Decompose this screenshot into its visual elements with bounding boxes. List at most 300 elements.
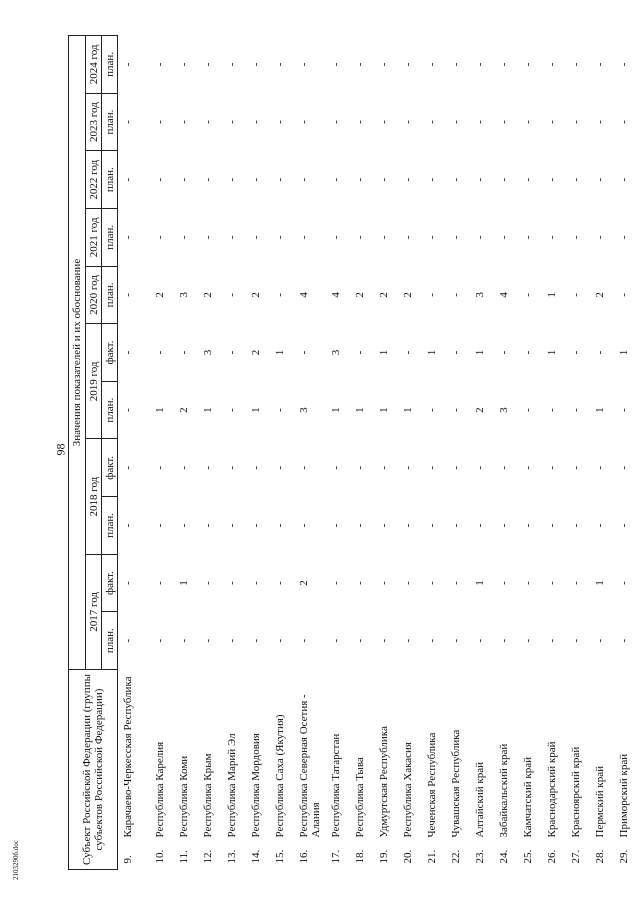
value-cell: 3 xyxy=(330,349,342,356)
value-cell: - xyxy=(250,235,262,240)
value-cell: - xyxy=(522,350,534,355)
value-cell: - xyxy=(202,235,214,240)
value-cell: - xyxy=(474,465,486,470)
year-header: 2023 год xyxy=(86,93,102,151)
year-header: 2020 год xyxy=(86,266,102,324)
plan-header: план. xyxy=(102,36,118,94)
value-cell: - xyxy=(618,638,630,643)
fact-header: факт. xyxy=(102,554,118,612)
value-cell: - xyxy=(570,465,582,470)
value-cell: - xyxy=(298,120,310,124)
subject-name: Алтайский край xyxy=(474,761,486,838)
value-cell: - xyxy=(154,581,166,585)
year-header: 2022 год xyxy=(86,151,102,209)
value-cell: - xyxy=(202,177,214,182)
value-cell: - xyxy=(250,523,262,528)
value-cell: - xyxy=(522,235,534,240)
subject-name: Карачаево-Черкесская Республика xyxy=(122,676,134,838)
value-cell: - xyxy=(226,523,238,528)
value-cell: - xyxy=(498,120,510,124)
value-cell: - xyxy=(498,350,510,355)
value-cell: - xyxy=(450,408,462,413)
value-cell: 1 xyxy=(546,349,558,356)
value-cell: - xyxy=(226,465,238,470)
value-cell: - xyxy=(274,523,286,528)
value-cell: - xyxy=(226,235,238,240)
value-cell: - xyxy=(426,465,438,470)
value-cell: - xyxy=(154,638,166,643)
value-cell: - xyxy=(378,523,390,528)
subject-name: Приморский край xyxy=(618,753,630,838)
table-row xyxy=(518,36,542,870)
value-cell: - xyxy=(618,465,630,470)
value-cell: - xyxy=(378,235,390,240)
value-cell: - xyxy=(122,177,134,182)
value-cell: - xyxy=(274,177,286,182)
row-number: 14. xyxy=(250,849,262,864)
value-cell: - xyxy=(330,638,342,643)
value-cell: - xyxy=(202,120,214,124)
value-cell: - xyxy=(250,581,262,585)
value-cell: - xyxy=(402,465,414,470)
value-cell: - xyxy=(426,177,438,182)
year-header: 2018 год xyxy=(86,439,102,554)
value-cell: - xyxy=(354,177,366,182)
value-cell: - xyxy=(330,523,342,528)
value-cell: - xyxy=(274,581,286,585)
row-number: 23. xyxy=(474,849,486,864)
value-cell: - xyxy=(546,523,558,528)
row-number: 13. xyxy=(226,849,238,864)
table-row xyxy=(446,36,470,870)
row-number: 24. xyxy=(498,849,510,864)
table-row xyxy=(350,36,374,870)
value-cell: - xyxy=(402,62,414,67)
value-cell: - xyxy=(122,638,134,643)
value-cell: - xyxy=(298,465,310,470)
value-cell: - xyxy=(450,465,462,470)
value-cell: - xyxy=(250,465,262,470)
value-cell: - xyxy=(378,638,390,643)
value-cell: - xyxy=(522,120,534,124)
subject-name: Республика Саха (Якутия) xyxy=(274,714,286,838)
value-cell: - xyxy=(522,638,534,643)
value-cell: 1 xyxy=(274,349,286,356)
table-row xyxy=(422,36,446,870)
value-cell: - xyxy=(546,465,558,470)
value-cell: - xyxy=(122,120,134,124)
value-cell: 2 xyxy=(202,292,214,298)
value-cell: - xyxy=(570,120,582,124)
value-cell: - xyxy=(378,581,390,585)
subject-name: Удмуртская Республика xyxy=(378,726,390,838)
subject-name: Краснодарский край xyxy=(546,741,558,838)
value-cell: - xyxy=(226,177,238,182)
fact-header: факт. xyxy=(102,324,118,382)
table-row xyxy=(326,36,350,870)
row-number: 25. xyxy=(522,849,534,864)
value-cell: - xyxy=(498,235,510,240)
value-cell: - xyxy=(570,350,582,355)
value-cell: - xyxy=(122,62,134,67)
value-cell: - xyxy=(618,177,630,182)
subject-name: Пермский край xyxy=(594,766,606,838)
value-cell: - xyxy=(274,408,286,413)
subject-name: Республика Карелия xyxy=(154,741,166,838)
value-cell: - xyxy=(298,350,310,355)
value-cell: 1 xyxy=(378,407,390,413)
value-cell: - xyxy=(122,465,134,470)
row-number: 29. xyxy=(618,849,630,864)
value-cell: - xyxy=(178,465,190,470)
value-cell: - xyxy=(354,581,366,585)
value-cell: - xyxy=(378,62,390,67)
value-cell: - xyxy=(594,177,606,182)
value-cell: - xyxy=(226,293,238,297)
value-cell: - xyxy=(250,177,262,182)
value-cell: - xyxy=(570,235,582,240)
value-cell: - xyxy=(154,465,166,470)
value-cell: - xyxy=(594,62,606,67)
value-cell: - xyxy=(226,638,238,643)
subject-name: Камчатский край xyxy=(522,757,534,838)
value-cell: - xyxy=(250,638,262,643)
value-cell: - xyxy=(178,235,190,240)
table-row xyxy=(174,36,198,870)
value-cell: 1 xyxy=(202,407,214,413)
table-row xyxy=(590,36,614,870)
value-cell: 3 xyxy=(298,407,310,413)
value-cell: - xyxy=(330,62,342,67)
value-cell: 2 xyxy=(178,407,190,413)
value-cell: - xyxy=(154,350,166,355)
value-cell: - xyxy=(474,120,486,124)
value-cell: - xyxy=(402,523,414,528)
value-cell: - xyxy=(498,62,510,67)
row-number: 16. xyxy=(298,849,310,864)
value-cell: - xyxy=(250,62,262,67)
value-cell: 2 xyxy=(474,407,486,413)
table-row xyxy=(398,36,422,870)
value-cell: - xyxy=(154,62,166,67)
values-header: Значения показателей и их обоснование xyxy=(69,36,86,670)
value-cell: - xyxy=(178,120,190,124)
value-cell: - xyxy=(570,523,582,528)
value-cell: - xyxy=(594,120,606,124)
value-cell: - xyxy=(226,408,238,413)
value-cell: - xyxy=(274,465,286,470)
table-body xyxy=(118,36,639,870)
value-cell: - xyxy=(522,523,534,528)
row-number: 9. xyxy=(122,855,134,864)
value-cell: - xyxy=(594,523,606,528)
value-cell: - xyxy=(354,523,366,528)
table-row xyxy=(494,36,518,870)
row-number: 22. xyxy=(450,849,462,864)
value-cell: - xyxy=(426,581,438,585)
value-cell: - xyxy=(378,465,390,470)
row-number: 20. xyxy=(402,849,414,864)
value-cell: - xyxy=(154,235,166,240)
indicators-table xyxy=(68,35,638,870)
row-number: 19. xyxy=(378,849,390,864)
value-cell: - xyxy=(330,177,342,182)
value-cell: 1 xyxy=(178,580,190,586)
subject-name: Республика Марий Эл xyxy=(226,733,238,838)
value-cell: - xyxy=(546,177,558,182)
value-cell: 2 xyxy=(298,580,310,586)
value-cell: - xyxy=(618,293,630,297)
value-cell: - xyxy=(178,523,190,528)
subject-name: Забайкальский край xyxy=(498,743,510,838)
value-cell: - xyxy=(498,581,510,585)
value-cell: - xyxy=(498,638,510,643)
value-cell: - xyxy=(378,177,390,182)
value-cell: - xyxy=(522,465,534,470)
value-cell: 1 xyxy=(594,580,606,586)
value-cell: - xyxy=(122,235,134,240)
value-cell: 4 xyxy=(330,292,342,298)
value-cell: - xyxy=(450,177,462,182)
value-cell: 3 xyxy=(202,349,214,356)
value-cell: - xyxy=(546,62,558,67)
value-cell: - xyxy=(618,523,630,528)
year-header: 2017 год xyxy=(86,554,102,669)
value-cell: - xyxy=(546,235,558,240)
value-cell: - xyxy=(202,62,214,67)
value-cell: - xyxy=(498,465,510,470)
plan-header: план. xyxy=(102,266,118,324)
value-cell: 1 xyxy=(474,349,486,356)
value-cell: - xyxy=(618,62,630,67)
value-cell: - xyxy=(522,581,534,585)
value-cell: - xyxy=(178,62,190,67)
row-number: 12. xyxy=(202,849,214,864)
table-row xyxy=(150,36,174,870)
value-cell: - xyxy=(122,293,134,297)
value-cell: - xyxy=(330,235,342,240)
value-cell: 2 xyxy=(594,292,606,298)
table-row xyxy=(222,36,246,870)
value-cell: - xyxy=(570,408,582,413)
value-cell: - xyxy=(226,62,238,67)
value-cell: 2 xyxy=(250,292,262,298)
page-number: 98 xyxy=(53,443,68,456)
value-cell: - xyxy=(426,408,438,413)
value-cell: - xyxy=(250,120,262,124)
value-cell: - xyxy=(546,120,558,124)
value-cell: - xyxy=(498,523,510,528)
value-cell: - xyxy=(594,350,606,355)
value-cell: - xyxy=(402,177,414,182)
fact-header: факт. xyxy=(102,439,118,497)
row-number: 10. xyxy=(154,849,166,864)
value-cell: - xyxy=(450,235,462,240)
value-cell: - xyxy=(546,638,558,643)
value-cell: 1 xyxy=(378,349,390,356)
value-cell: - xyxy=(202,465,214,470)
table-row xyxy=(246,36,270,870)
value-cell: 3 xyxy=(474,292,486,298)
value-cell: - xyxy=(594,235,606,240)
value-cell: - xyxy=(378,120,390,124)
value-cell: - xyxy=(618,581,630,585)
plan-header: план. xyxy=(102,208,118,266)
plan-header: план. xyxy=(102,497,118,555)
value-cell: - xyxy=(450,62,462,67)
plan-header: план. xyxy=(102,381,118,439)
value-cell: - xyxy=(426,638,438,643)
value-cell: - xyxy=(546,408,558,413)
value-cell: - xyxy=(330,581,342,585)
value-cell: - xyxy=(450,638,462,643)
value-cell: - xyxy=(474,62,486,67)
value-cell: - xyxy=(354,465,366,470)
value-cell: - xyxy=(402,350,414,355)
table-row xyxy=(566,36,590,870)
value-cell: - xyxy=(202,638,214,643)
value-cell: 1 xyxy=(250,407,262,413)
value-cell: - xyxy=(354,120,366,124)
subject-name: Республика Северная Осетия - Алания xyxy=(298,694,322,838)
value-cell: 1 xyxy=(618,349,630,356)
table-row xyxy=(374,36,398,870)
year-header: 2021 год xyxy=(86,208,102,266)
value-cell: 1 xyxy=(402,407,414,413)
value-cell: - xyxy=(618,120,630,124)
value-cell: - xyxy=(354,638,366,643)
value-cell: - xyxy=(298,235,310,240)
value-cell: - xyxy=(226,350,238,355)
row-number: 26. xyxy=(546,849,558,864)
subject-name: Республика Коми xyxy=(178,755,190,838)
value-cell: - xyxy=(426,293,438,297)
value-cell: - xyxy=(474,177,486,182)
subject-column-header: Субъект Российской Федерации (группы субъектов Российской Федерации) xyxy=(69,669,118,869)
value-cell: - xyxy=(354,235,366,240)
row-number: 21. xyxy=(426,849,438,864)
plan-header: план. xyxy=(102,151,118,209)
value-cell: - xyxy=(402,120,414,124)
value-cell: - xyxy=(178,177,190,182)
value-cell: - xyxy=(226,581,238,585)
row-number: 11. xyxy=(178,850,190,864)
row-number: 17. xyxy=(330,849,342,864)
value-cell: 1 xyxy=(154,407,166,413)
table-row xyxy=(470,36,494,870)
table-row xyxy=(614,36,638,870)
value-cell: - xyxy=(202,581,214,585)
year-header: 2024 год xyxy=(86,36,102,94)
value-cell: 2 xyxy=(354,292,366,298)
value-cell: - xyxy=(522,62,534,67)
value-cell: - xyxy=(426,523,438,528)
value-cell: - xyxy=(154,523,166,528)
value-cell: - xyxy=(178,638,190,643)
value-cell: - xyxy=(274,638,286,643)
value-cell: 1 xyxy=(426,349,438,356)
subject-name: Республика Мордовия xyxy=(250,733,262,838)
value-cell: - xyxy=(522,293,534,297)
value-cell: 2 xyxy=(154,292,166,298)
plan-header: план. xyxy=(102,93,118,151)
value-cell: - xyxy=(122,523,134,528)
value-cell: - xyxy=(474,523,486,528)
value-cell: - xyxy=(298,177,310,182)
value-cell: - xyxy=(402,581,414,585)
table-row xyxy=(198,36,222,870)
table-row xyxy=(294,36,326,870)
table-row xyxy=(542,36,566,870)
value-cell: - xyxy=(450,293,462,297)
value-cell: - xyxy=(330,120,342,124)
value-cell: - xyxy=(354,350,366,355)
value-cell: - xyxy=(522,408,534,413)
value-cell: - xyxy=(450,581,462,585)
value-cell: - xyxy=(450,523,462,528)
value-cell: - xyxy=(274,62,286,67)
table-row xyxy=(118,36,151,870)
value-cell: - xyxy=(426,235,438,240)
value-cell: 1 xyxy=(594,407,606,413)
value-cell: - xyxy=(450,350,462,355)
value-cell: 2 xyxy=(402,292,414,298)
value-cell: - xyxy=(226,120,238,124)
value-cell: - xyxy=(426,62,438,67)
value-cell: 1 xyxy=(474,580,486,586)
value-cell: - xyxy=(178,350,190,355)
value-cell: - xyxy=(298,62,310,67)
value-cell: 3 xyxy=(178,292,190,298)
value-cell: - xyxy=(594,465,606,470)
value-cell: - xyxy=(426,120,438,124)
row-number: 27. xyxy=(570,849,582,864)
value-cell: - xyxy=(402,235,414,240)
value-cell: - xyxy=(202,523,214,528)
value-cell: - xyxy=(122,350,134,355)
value-cell: - xyxy=(122,408,134,413)
value-cell: - xyxy=(618,408,630,413)
value-cell: - xyxy=(570,177,582,182)
subject-name: Красноярский край xyxy=(570,746,582,838)
subject-name: Чеченская Республика xyxy=(426,732,438,838)
value-cell: - xyxy=(570,62,582,67)
row-number: 28. xyxy=(594,849,606,864)
value-cell: - xyxy=(274,293,286,297)
value-cell: - xyxy=(594,638,606,643)
value-cell: 1 xyxy=(546,292,558,298)
value-cell: 3 xyxy=(498,407,510,413)
year-header: 2019 год xyxy=(86,324,102,439)
rotated-table-container xyxy=(68,35,633,870)
value-cell: - xyxy=(474,235,486,240)
value-cell: 4 xyxy=(298,292,310,298)
value-cell: - xyxy=(618,235,630,240)
row-number: 18. xyxy=(354,849,366,864)
value-cell: - xyxy=(450,120,462,124)
value-cell: - xyxy=(154,120,166,124)
value-cell: - xyxy=(402,638,414,643)
row-number: 15. xyxy=(274,849,286,864)
document-footer: 2103290б.doc xyxy=(12,840,20,880)
value-cell: 2 xyxy=(378,292,390,298)
value-cell: - xyxy=(330,465,342,470)
value-cell: - xyxy=(570,638,582,643)
value-cell: - xyxy=(522,177,534,182)
value-cell: - xyxy=(474,638,486,643)
subject-name: Республика Тыва xyxy=(354,757,366,838)
value-cell: - xyxy=(498,177,510,182)
